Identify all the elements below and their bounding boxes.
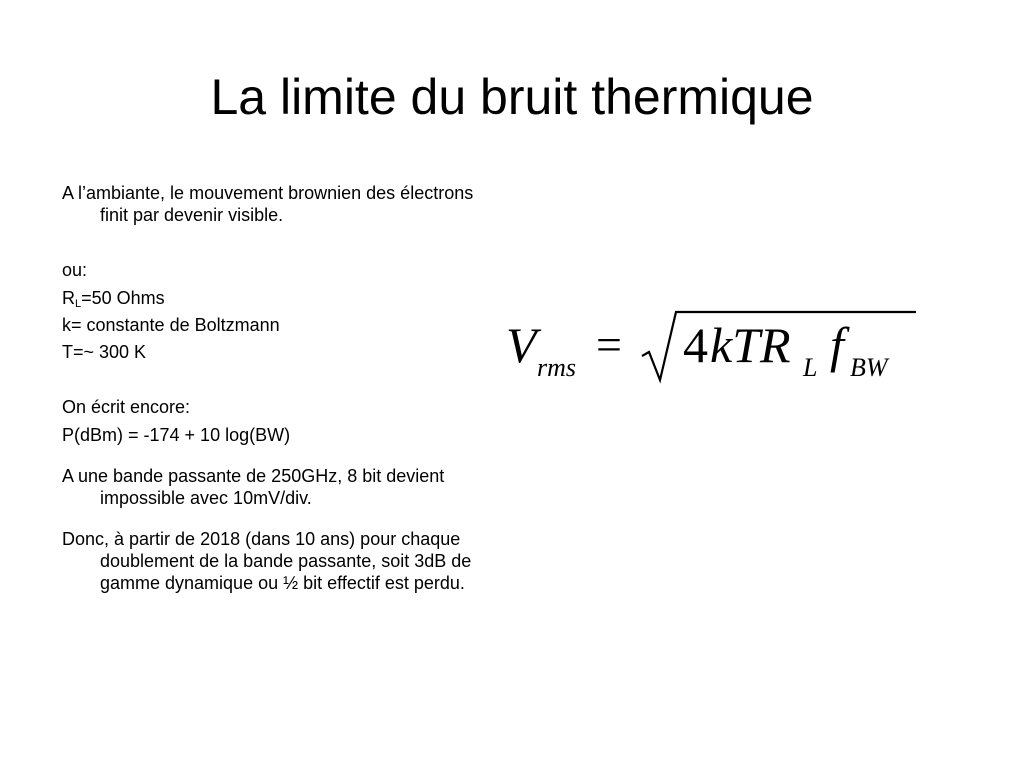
paragraph-pdbm: P(dBm) = -174 + 10 log(BW)	[62, 425, 291, 445]
formula-v: V	[506, 317, 537, 373]
paragraph-brownian: A l’ambiante, le mouvement brownien des électrons finit par devenir visible.	[62, 183, 474, 225]
spacer	[62, 226, 502, 259]
formula-f-subscript: BW	[850, 353, 888, 382]
formula-r-subscript: L	[803, 353, 818, 382]
paragraph-bande-passante: A une bande passante de 250GHz, 8 bit devient impossible avec 10mV/div.	[62, 466, 445, 508]
paragraph-rl	[62, 287, 502, 309]
formula-equals: =	[596, 319, 622, 370]
spacer	[62, 446, 502, 465]
spacer	[62, 509, 502, 528]
paragraph-donc: Donc, à partir de 2018 (dans 10 ans) pour chaque doublement de la bande passante, soit 3dB de gamme dynamique ou ½ bit effectif est perdu.	[62, 529, 472, 593]
slide-title: La limite du bruit thermique	[210, 69, 814, 125]
rl-value: =50 Ohms	[81, 288, 165, 308]
thermal-noise-formula	[500, 300, 920, 400]
body-text	[62, 182, 502, 594]
formula-four: 4	[683, 317, 708, 373]
paragraph-temperature: T=~ 300 K	[62, 342, 147, 362]
paragraph-ecrit: On écrit encore:	[62, 397, 191, 417]
formula-v-subscript: rms	[537, 353, 577, 382]
spacer	[62, 363, 502, 396]
formula-ktr: kTR	[710, 317, 791, 373]
paragraph-boltzmann: k= constante de Boltzmann	[62, 315, 280, 335]
paragraph-ou: ou:	[62, 260, 88, 280]
rl-symbol: R	[62, 288, 75, 308]
formula-f: f	[830, 317, 844, 373]
rl-subscript: L	[75, 298, 82, 310]
